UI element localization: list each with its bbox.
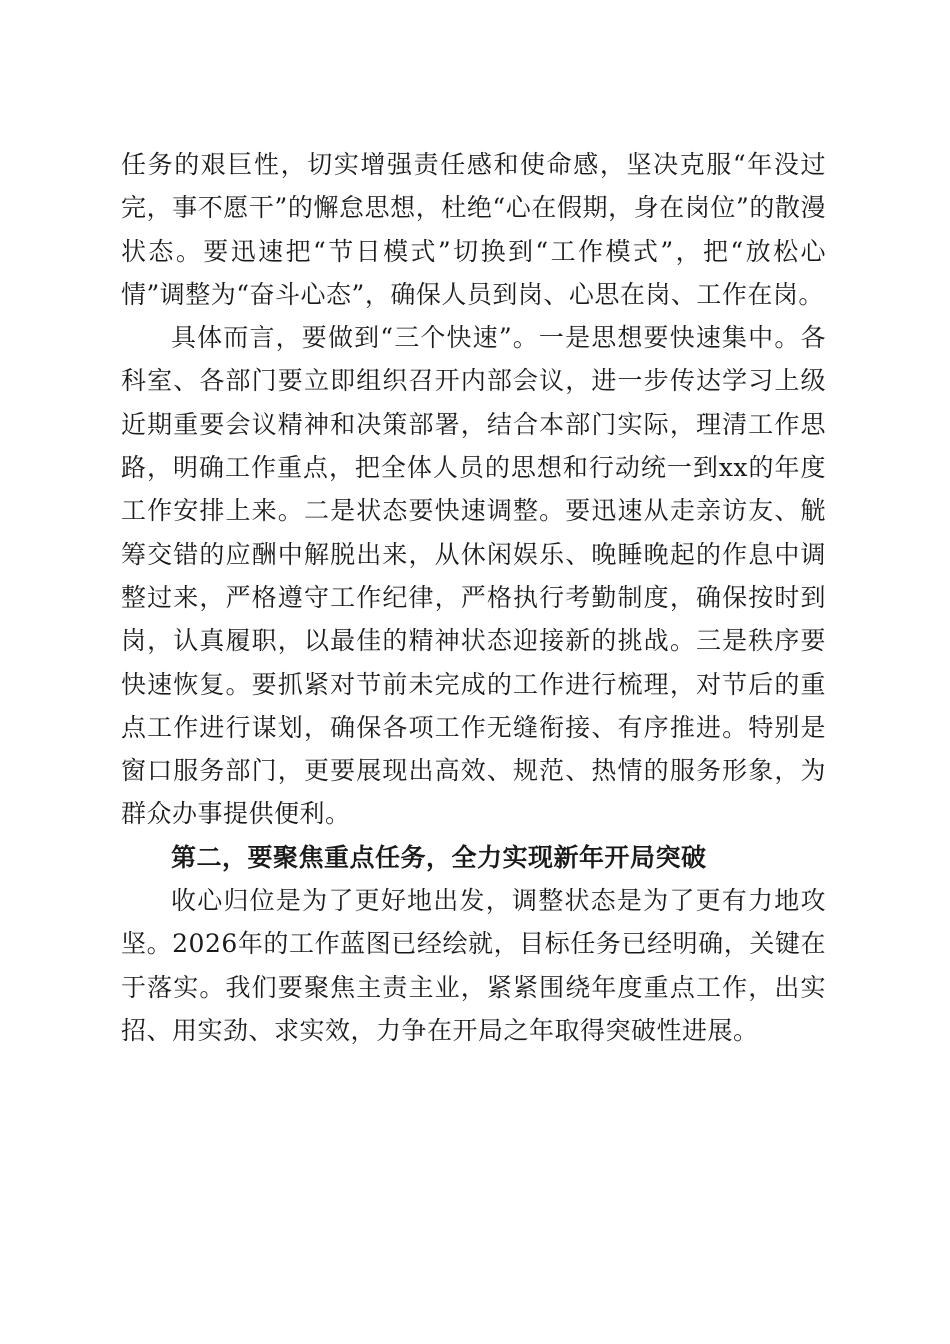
document-body	[121, 143, 826, 1052]
section-heading-second: 第二，要聚焦重点任务，全力实现新年开局突破	[171, 842, 707, 872]
paragraph-continued: 任务的艰巨性，切实增强责任感和使命感，坚决克服“年没过完，事不愿干”的懈怠思想，杜绝“心在假期，身在岗位”的散漫状态。要迅速把“节日模式”切换到“工作模式”，把“放松心情”调整为“奋斗心态”，确保人员到岗、心思在岗、工作在岗。	[121, 150, 826, 309]
paragraph-focus-tasks: 收心归位是为了更好地出发，调整状态是为了更有力地攻坚。2026年的工作蓝图已经绘就，目标任务已经明确，关键在于落实。我们要聚焦主责主业，紧紧围绕年度重点工作，出实招、用实劲、求实效，力争在开局之年取得突破性进展。	[121, 886, 826, 1045]
paragraph-three-fast: 具体而言，要做到“三个快速”。一是思想要快速集中。各科室、各部门要立即组织召开内部会议，进一步传达学习上级近期重要会议精神和决策部署，结合本部门实际，理清工作思路，明确工作重点，把全体人员的思想和行动统一到xx的年度工作安排上来。二是状态要快速调整。要迅速从走亲访友、觥筹交错的应酬中解脱出来，从休闲娱乐、晚睡晚起的作息中调整过来，严格遵守工作纪律，严格执行考勤制度，确保按时到岗，认真履职，以最佳的精神状态迎接新的挑战。三是秩序要快速恢复。要抓紧对节前未完成的工作进行梳理，对节后的重点工作进行谋划，确保各项工作无缝衔接、有序推进。特别是窗口服务部门，更要展现出高效、规范、热情的服务形象，为群众办事提供便利。	[121, 323, 826, 829]
